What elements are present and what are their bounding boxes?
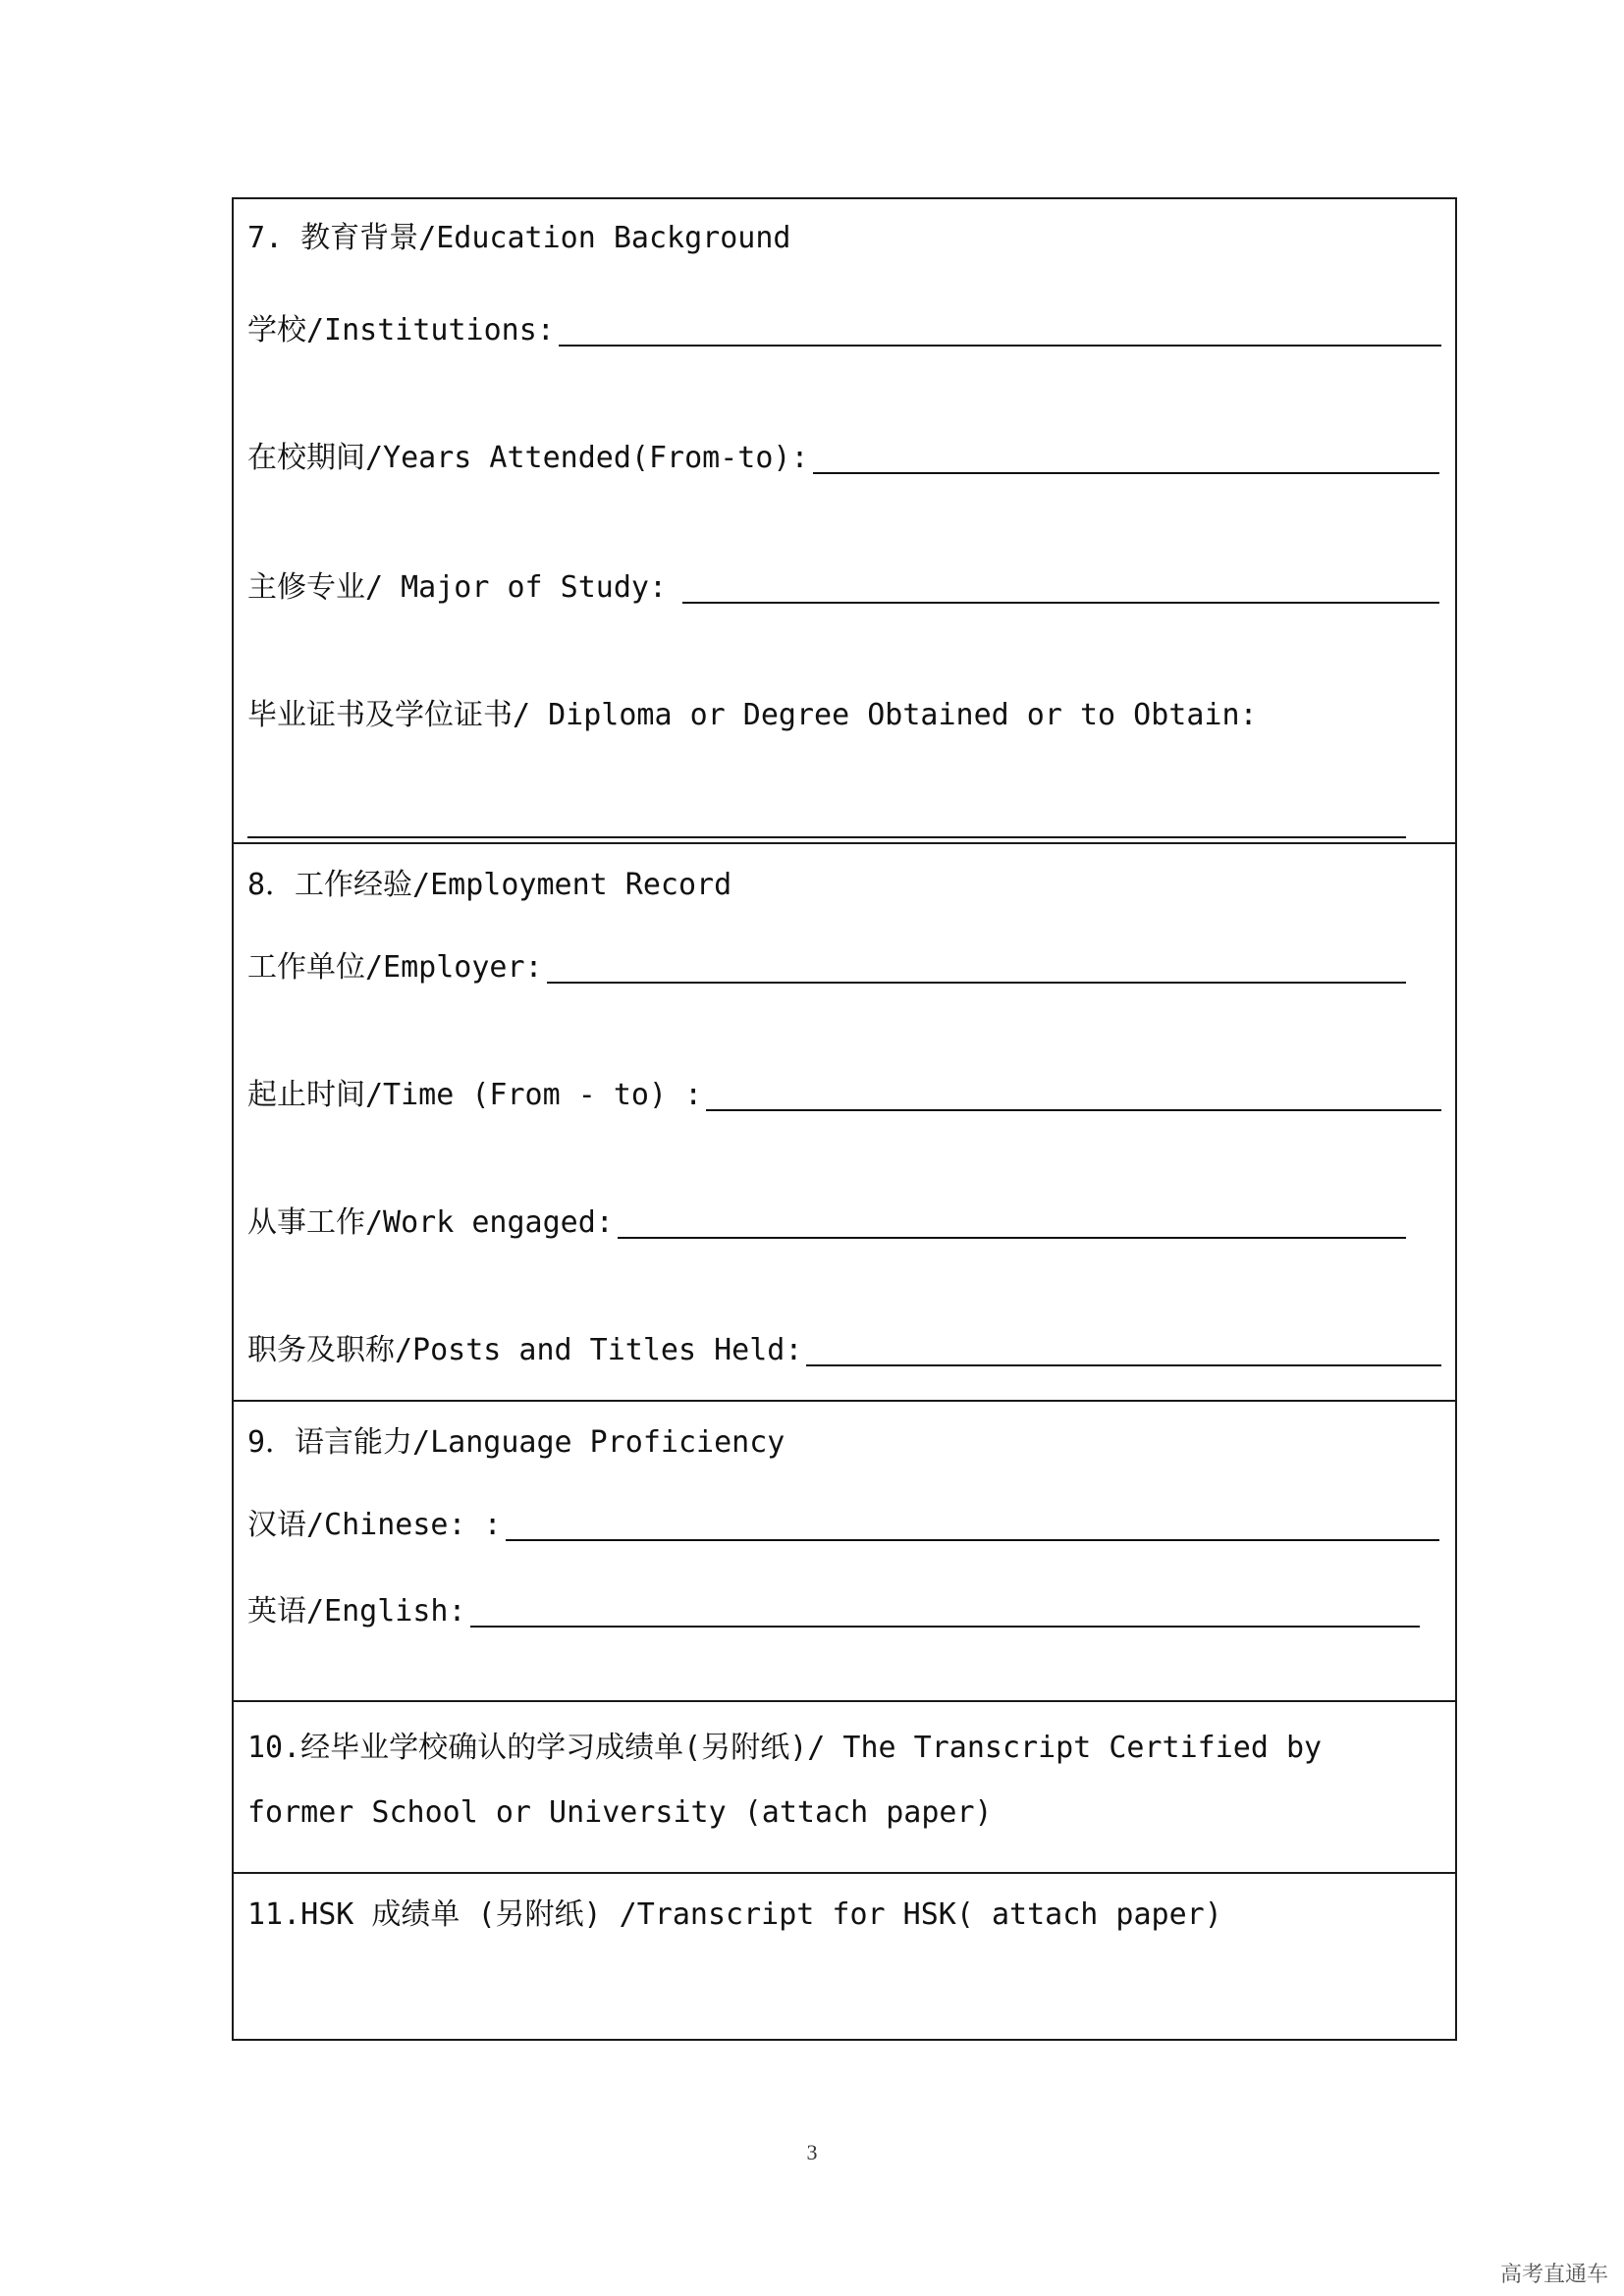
work-engaged-field[interactable] bbox=[618, 1237, 1406, 1239]
english-row bbox=[247, 1588, 1420, 1631]
diploma-field[interactable] bbox=[247, 836, 1406, 838]
institutions-field[interactable] bbox=[559, 345, 1441, 347]
time-label: 起止时间/Time (From - to) : bbox=[247, 1078, 703, 1112]
employment-section bbox=[234, 842, 1455, 1400]
chinese-field[interactable] bbox=[506, 1539, 1439, 1541]
posts-field[interactable] bbox=[806, 1364, 1441, 1366]
english-field[interactable] bbox=[470, 1626, 1420, 1628]
diploma-row bbox=[247, 692, 1441, 735]
time-row bbox=[247, 1072, 1441, 1115]
years-attended-label: 在校期间/Years Attended(From-to): bbox=[247, 441, 809, 475]
major-row bbox=[247, 564, 1439, 608]
employer-row bbox=[247, 944, 1406, 988]
major-label: 主修专业/ Major of Study: bbox=[247, 570, 668, 605]
education-heading: 7. 教育背景/Education Background bbox=[247, 221, 791, 255]
employer-label: 工作单位/Employer: bbox=[247, 950, 543, 985]
time-field[interactable] bbox=[706, 1109, 1441, 1111]
watermark: 高考直通车 bbox=[1499, 2263, 1608, 2287]
posts-label: 职务及职称/Posts and Titles Held: bbox=[247, 1333, 803, 1367]
education-section bbox=[234, 199, 1455, 842]
institutions-label: 学校/Institutions: bbox=[247, 313, 555, 347]
posts-row bbox=[247, 1327, 1441, 1370]
page-number: 3 bbox=[806, 2140, 818, 2164]
application-form bbox=[232, 197, 1457, 2041]
diploma-label: 毕业证书及学位证书/ Diploma or Degree Obtained or to Obtain: bbox=[247, 698, 1258, 732]
major-field[interactable] bbox=[682, 602, 1439, 604]
chinese-row bbox=[247, 1502, 1439, 1545]
work-engaged-row bbox=[247, 1200, 1406, 1243]
years-attended-field[interactable] bbox=[813, 472, 1439, 474]
language-heading: 9．语言能力/Language Proficiency bbox=[247, 1425, 785, 1460]
work-engaged-label: 从事工作/Work engaged: bbox=[247, 1205, 614, 1240]
employer-field[interactable] bbox=[547, 982, 1406, 984]
transcript-text: 10.经毕业学校确认的学习成绩单(另附纸)/ The Transcript Certified by former School or University (attach paper) bbox=[247, 1731, 1323, 1830]
english-label: 英语/English: bbox=[247, 1594, 466, 1629]
hsk-text: 11.HSK 成绩单 (另附纸) /Transcript for HSK( attach paper) bbox=[247, 1897, 1222, 1932]
chinese-label: 汉语/Chinese: : bbox=[247, 1508, 502, 1542]
language-section bbox=[234, 1400, 1455, 1700]
employment-heading: 8．工作经验/Employment Record bbox=[247, 868, 732, 902]
transcript-section bbox=[234, 1700, 1455, 1872]
hsk-section bbox=[234, 1872, 1455, 2041]
institutions-row bbox=[247, 307, 1441, 350]
years-attended-row bbox=[247, 435, 1439, 478]
